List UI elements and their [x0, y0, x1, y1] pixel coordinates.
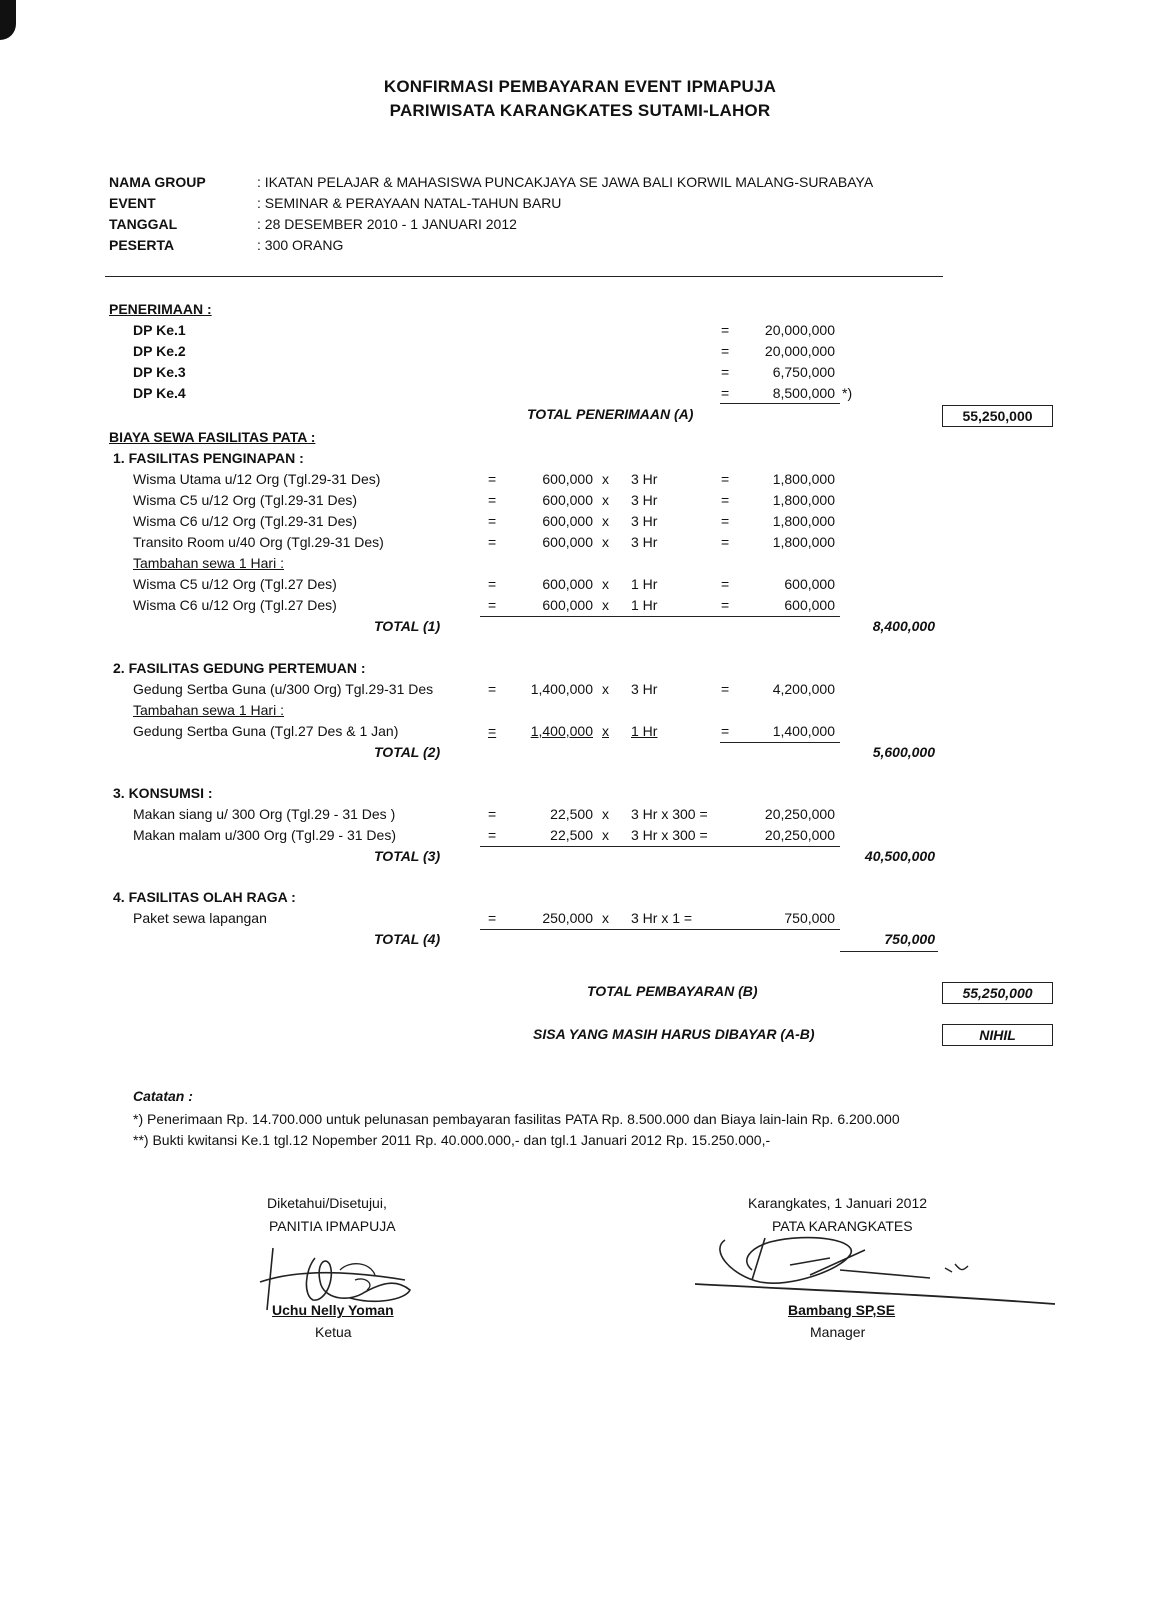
info-label-participants: PESERTA [109, 237, 175, 253]
equals-sign: = [488, 806, 497, 822]
quantity: 3 Hr [631, 681, 658, 697]
info-value-event: : SEMINAR & PERAYAAN NATAL-TAHUN BARU [257, 195, 562, 211]
equals-sign: = [721, 322, 730, 338]
equals-sign: = [721, 534, 730, 550]
line-amount: 600,000 [784, 576, 835, 592]
multiply-sign: x [602, 681, 609, 697]
quantity: 3 Hr [631, 492, 658, 508]
line-amount: 600,000 [784, 597, 835, 613]
dp-label: DP Ke.3 [133, 364, 186, 380]
line-amount: 1,800,000 [772, 492, 835, 508]
line-amount: 4,200,000 [772, 681, 835, 697]
section-4-sum-line [480, 929, 840, 930]
line-amount: 20,250,000 [764, 827, 835, 843]
unit-price: 600,000 [542, 534, 593, 550]
quantity: 1 Hr [631, 723, 658, 739]
company-name: PATA KARANGKATES [772, 1218, 913, 1234]
notes-heading: Catatan : [133, 1088, 193, 1104]
equals-sign: = [721, 343, 730, 359]
sisa-label: SISA YANG MASIH HARUS DIBAYAR (A-B) [533, 1026, 815, 1042]
unit-price: 600,000 [542, 597, 593, 613]
cost-desc: Gedung Sertba Guna (Tgl.27 Des & 1 Jan) [133, 723, 399, 739]
dp-amount: 8,500,000 [772, 385, 835, 401]
extra-day-label: Tambahan sewa 1 Hari : [133, 702, 284, 718]
unit-price: 22,500 [550, 806, 593, 822]
section-2-total-label: TOTAL (2) [374, 744, 441, 760]
cost-desc: Wisma C6 u/12 Org (Tgl.29-31 Des) [133, 513, 358, 529]
section-1-total-value: 8,400,000 [872, 618, 935, 634]
equals-sign: = [488, 723, 497, 739]
grand-sum-line [840, 951, 938, 952]
equals-sign: = [721, 471, 730, 487]
section-2-sum-line [720, 742, 840, 743]
line-amount: 1,800,000 [772, 471, 835, 487]
quantity: 3 Hr x 300 = [631, 806, 708, 822]
equals-sign: = [488, 576, 497, 592]
multiply-sign: x [602, 576, 609, 592]
total-penerimaan-label: TOTAL PENERIMAAN (A) [527, 406, 694, 422]
line-amount: 1,800,000 [772, 534, 835, 550]
unit-price: 600,000 [542, 576, 593, 592]
quantity: 1 Hr [631, 597, 658, 613]
sisa-value: NIHIL [979, 1027, 1016, 1043]
equals-sign: = [721, 597, 730, 613]
equals-sign: = [721, 492, 730, 508]
equals-sign: = [488, 534, 497, 550]
unit-price: 600,000 [542, 492, 593, 508]
multiply-sign: x [602, 806, 609, 822]
info-label-date: TANGGAL [109, 216, 178, 232]
cost-desc: Makan malam u/300 Org (Tgl.29 - 31 Des) [133, 827, 396, 843]
info-value-group: : IKATAN PELAJAR & MAHASISWA PUNCAKJAYA SE JAWA BALI KORWIL MALANG-SURABAYA [257, 174, 874, 190]
unit-price: 600,000 [542, 513, 593, 529]
equals-sign: = [721, 364, 730, 380]
cost-desc: Wisma C6 u/12 Org (Tgl.27 Des) [133, 597, 337, 613]
section-2-heading: 2. FASILITAS GEDUNG PERTEMUAN : [113, 660, 366, 676]
equals-sign: = [488, 513, 497, 529]
info-value-date: : 28 DESEMBER 2010 - 1 JANUARI 2012 [257, 216, 517, 232]
committee-name: PANITIA IPMAPUJA [269, 1218, 396, 1234]
dp-label: DP Ke.2 [133, 343, 186, 359]
unit-price: 600,000 [542, 471, 593, 487]
dp-amount: 6,750,000 [772, 364, 835, 380]
dp-amount: 20,000,000 [764, 322, 835, 338]
equals-sign: = [721, 681, 730, 697]
multiply-sign: x [602, 492, 609, 508]
cost-desc: Wisma C5 u/12 Org (Tgl.29-31 Des) [133, 492, 358, 508]
multiply-sign: x [602, 723, 609, 739]
cost-desc: Gedung Sertba Guna (u/300 Org) Tgl.29-31 Des [133, 681, 434, 697]
line-amount: 20,250,000 [764, 806, 835, 822]
line-amount: 1,800,000 [772, 513, 835, 529]
right-signer-role: Manager [810, 1324, 866, 1340]
unit-price: 22,500 [550, 827, 593, 843]
document-title: KONFIRMASI PEMBAYARAN EVENT IPMAPUJA [383, 77, 777, 96]
cost-desc: Makan siang u/ 300 Org (Tgl.29 - 31 Des ) [133, 806, 396, 822]
approval-text: Diketahui/Disetujui, [267, 1195, 387, 1211]
equals-sign: = [721, 723, 730, 739]
biaya-heading: BIAYA SEWA FASILITAS PATA : [109, 429, 316, 445]
section-3-sum-line [480, 846, 840, 847]
info-label-group: NAMA GROUP [109, 174, 206, 190]
header-divider [105, 276, 943, 277]
place-date: Karangkates, 1 Januari 2012 [748, 1195, 928, 1211]
line-amount: 750,000 [784, 910, 835, 926]
note-line-1: *) Penerimaan Rp. 14.700.000 untuk pelunasan pembayaran fasilitas PATA Rp. 8.500.000 dan Biaya lain-lain Rp. 6.200.000 [133, 1111, 900, 1127]
total-pembayaran-value: 55,250,000 [962, 985, 1033, 1001]
equals-sign: = [488, 597, 497, 613]
right-signer-name: Bambang SP,SE [788, 1302, 896, 1318]
left-signer-role: Ketua [315, 1324, 352, 1340]
unit-price: 1,400,000 [530, 681, 593, 697]
quantity: 1 Hr [631, 576, 658, 592]
section-1-heading: 1. FASILITAS PENGINAPAN : [113, 450, 304, 466]
dp-amount: 20,000,000 [764, 343, 835, 359]
info-label-event: EVENT [109, 195, 156, 211]
section-2-total-value: 5,600,000 [872, 744, 935, 760]
quantity: 3 Hr [631, 471, 658, 487]
multiply-sign: x [602, 827, 609, 843]
dp-label: DP Ke.1 [133, 322, 186, 338]
section-1-total-label: TOTAL (1) [374, 618, 441, 634]
total-penerimaan-value: 55,250,000 [962, 408, 1033, 424]
multiply-sign: x [602, 513, 609, 529]
line-amount: 1,400,000 [772, 723, 835, 739]
sisa-box [942, 1024, 1053, 1046]
footnote-marker: *) [842, 385, 853, 401]
cost-desc: Paket sewa lapangan [133, 910, 267, 926]
note-line-2: **) Bukti kwitansi Ke.1 tgl.12 Nopember 2011 Rp. 40.000.000,- dan tgl.1 Januari 2012 Rp. 15.250.000,- [133, 1132, 771, 1148]
quantity: 3 Hr [631, 534, 658, 550]
multiply-sign: x [602, 910, 609, 926]
equals-sign: = [721, 576, 730, 592]
equals-sign: = [488, 681, 497, 697]
penerimaan-sum-line [720, 403, 840, 404]
unit-price: 1,400,000 [530, 723, 593, 739]
equals-sign: = [721, 513, 730, 529]
info-value-participants: : 300 ORANG [257, 237, 344, 253]
cost-desc: Transito Room u/40 Org (Tgl.29-31 Des) [133, 534, 384, 550]
left-signer-name: Uchu Nelly Yoman [272, 1302, 394, 1318]
section-3-total-label: TOTAL (3) [374, 848, 441, 864]
cost-desc: Wisma C5 u/12 Org (Tgl.27 Des) [133, 576, 337, 592]
total-pembayaran-box [942, 982, 1053, 1004]
multiply-sign: x [602, 534, 609, 550]
document-subtitle: PARIWISATA KARANGKATES SUTAMI-LAHOR [389, 101, 771, 120]
section-4-total-value: 750,000 [884, 931, 935, 947]
extra-day-label: Tambahan sewa 1 Hari : [133, 555, 284, 571]
quantity: 3 Hr x 1 = [631, 910, 693, 926]
equals-sign: = [721, 385, 730, 401]
equals-sign: = [488, 471, 497, 487]
dp-label: DP Ke.4 [133, 385, 186, 401]
total-pembayaran-label: TOTAL PEMBAYARAN (B) [587, 983, 758, 999]
multiply-sign: x [602, 471, 609, 487]
equals-sign: = [488, 492, 497, 508]
quantity: 3 Hr x 300 = [631, 827, 708, 843]
section-3-total-value: 40,500,000 [864, 848, 935, 864]
equals-sign: = [488, 910, 497, 926]
total-penerimaan-box [942, 405, 1053, 427]
section-4-heading: 4. FASILITAS OLAH RAGA : [113, 889, 296, 905]
quantity: 3 Hr [631, 513, 658, 529]
multiply-sign: x [602, 597, 609, 613]
penerimaan-heading: PENERIMAAN : [109, 301, 212, 317]
cost-desc: Wisma Utama u/12 Org (Tgl.29-31 Des) [133, 471, 381, 487]
section-3-heading: 3. KONSUMSI : [113, 785, 213, 801]
unit-price: 250,000 [542, 910, 593, 926]
scan-edge-mark [0, 0, 16, 40]
equals-sign: = [488, 827, 497, 843]
section-1-sum-line [480, 616, 840, 617]
section-4-total-label: TOTAL (4) [374, 931, 441, 947]
